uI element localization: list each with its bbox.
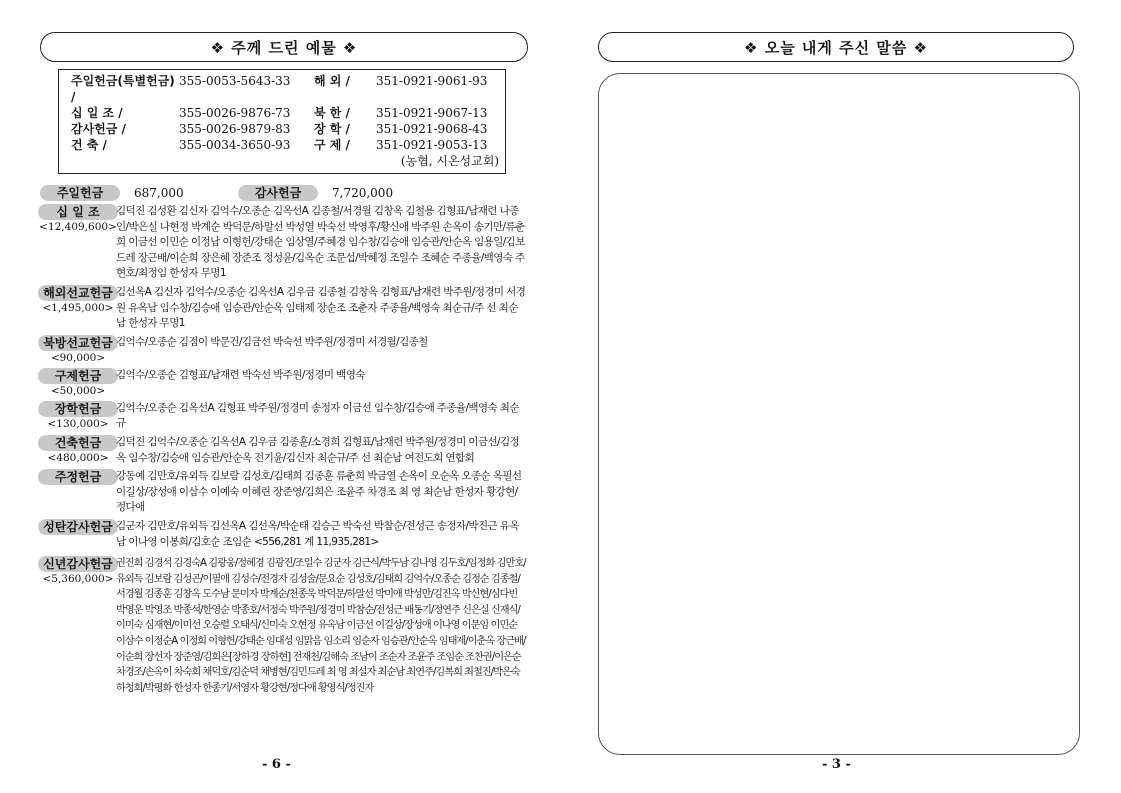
account-row — [71, 121, 499, 137]
account-number: 351-0921-9053-13 — [376, 138, 488, 152]
page-number-left: - 6 - — [262, 757, 291, 772]
sunday-offering-tag: 주일헌금 — [40, 185, 120, 201]
account-number: 351-0921-9061-93 — [376, 74, 488, 88]
offering-header — [40, 32, 528, 62]
account-number: 355-0026-9879-83 — [179, 122, 291, 136]
account-label: 북 한 / — [314, 106, 350, 120]
bank-accounts-box — [58, 69, 506, 174]
entry-label: 해외선교헌금 — [38, 285, 118, 301]
entry-label: 구제헌금 — [38, 368, 118, 384]
offering-entry — [40, 285, 528, 332]
account-label: 건 축 / — [71, 138, 107, 152]
entry-label: 신년감사헌금 — [38, 556, 118, 572]
left-page — [40, 32, 528, 699]
offering-entry — [40, 368, 528, 398]
account-label: 주일헌금(특별헌금) / — [71, 74, 175, 104]
account-number: 355-0026-9876-73 — [179, 106, 291, 120]
entry-amount: <50,000> — [50, 384, 106, 397]
page-number-right: - 3 - — [822, 757, 851, 772]
thanks-offering-tag: 감사헌금 — [238, 185, 318, 201]
entry-names: 김억수/오종순 김옥선A 김형표 박주원/정경미 송정자 이금선 임수창/김승애 주종율/백영숙 최순규 — [116, 401, 519, 430]
offering-entry — [40, 435, 528, 466]
entry-names: 김군자 김만호/유외득 김선옥A 김선옥/박순태 김승근 박숙선 박참순/전성근 송정자/박진근 유옥남 이나영 이봉희/김호순 조임순 <556,281 계 11,935,281> — [116, 519, 519, 548]
account-number: 351-0921-9068-43 — [376, 122, 488, 136]
entry-label: 북방선교헌금 — [38, 335, 118, 351]
account-label: 장 학 / — [314, 122, 350, 136]
entry-label: 성탄감사헌금 — [38, 519, 118, 535]
sermon-notes-box — [598, 73, 1080, 755]
entry-amount: <480,000> — [47, 451, 109, 464]
account-number: 351-0921-9067-13 — [376, 106, 488, 120]
entry-label: 건축헌금 — [38, 435, 118, 451]
offering-entry — [40, 469, 528, 516]
entry-label: 십 일 조 — [38, 204, 118, 220]
entry-amount: <12,409,600> — [39, 221, 117, 233]
thanks-offering-total: 7,720,000 — [332, 185, 394, 200]
account-label: 구 제 / — [314, 138, 350, 152]
offering-entries — [40, 204, 528, 696]
account-number: 355-0053-5643-33 — [179, 74, 291, 88]
offering-entry — [40, 335, 528, 365]
bank-note: (농협, 시온성교회) — [400, 154, 499, 168]
sunday-offering-total: 687,000 — [134, 185, 184, 200]
account-label: 감사헌금 / — [71, 122, 126, 136]
totals-row — [40, 184, 528, 201]
entry-names: 김선옥A 김신자 김억수/오종순 김옥선A 김우금 김종철 김창옥 김형표/남재련 박주원/정경미 서경원 유옥남 임수창/김승애 임승관/안순옥 임태제 장순조 조춘자 주종율/백영숙 최순규/주 선 최순남 한성자 무명1 — [116, 285, 526, 330]
word-title: ❖ 오늘 내게 주신 말씀 ❖ — [744, 38, 928, 57]
word-header — [598, 32, 1074, 62]
account-row — [71, 137, 499, 153]
account-row — [71, 73, 499, 105]
offering-entry — [40, 204, 528, 282]
account-row — [71, 105, 499, 121]
offering-entry — [40, 519, 528, 550]
entry-amount: <5,360,000> — [42, 573, 114, 586]
right-page — [598, 32, 1082, 755]
entry-amount: <1,495,000> — [42, 301, 114, 314]
account-number: 355-0034-3650-93 — [179, 138, 291, 152]
entry-amount: <90,000> — [50, 351, 106, 364]
entry-amount: <130,000> — [47, 417, 109, 430]
entry-names: 김억수/오종순 김점이 박문건/김금선 박숙선 박주원/정경미 서경월/김종철 — [116, 335, 428, 348]
entry-names: 김덕진 김억수/오종순 김옥선A 김우금 김종훈/소경희 김형표/남재련 박주원/정경미 이금선/김정옥 임수창/김승애 임승관/안순옥 전기윤/김신자 최순규/주 선 최순남 여전도회 연합회 — [116, 435, 520, 464]
entry-names: 강동예 김만호/유외득 김보람 김성호/김태희 김종훈 류춘희 박금열 손옥이 오순옥 오종순 옥필선 이길상/장성애 이삼수 이예숙 이혜린 장준영/김희은 조윤주 차경조 최 영 최순남 한성자 황강현/정다애 — [116, 470, 522, 514]
entry-names: 김억수/오종순 김형표/남재련 박숙선 박주원/정경미 백영숙 — [116, 368, 365, 381]
account-label: 십 일 조 / — [71, 106, 123, 120]
entry-names: 권진희 김경석 김경숙A 김광웅/정혜경 김광진/조일수 김군자 김근식/박두남 김나영 김두호/임정화 김만호/유외득 김보람 김성곤/이필애 김성수/전경자 김성술/문요순 김성호/김태희 김억수/오종순 김정순 김종철/서경월 김종훈 김창옥 도수남 문미자 박계순/천종욱 박덕문/하말선 박미애 박성만/김진옥 박신현/심다빈 박영운 박영조 박종석/한영순 박종호/서정숙 박주원/정경미 박참순/전성근 배동기/정연주 신은실 신재식/이미숙 심재현/이미선 오승렬 오태식/신미숙 오현정 유옥남 이금선 이길상/장성애 이나영 이문임 이민순 이삼수 이정순A 이정희 이형헌/강태순 임대성 임맑음 임소리 임순자 임승관/안순옥 임태제/이춘옥 장근배/이순희 장선자 장준영/김희은[장하경 장하현] 전재천/김해숙 조남이 조순자 조윤주 조임순 조찬권/이은순 차경조/손옥이 차숙희 채덕호/김순덕 채병현/김민드레 최 영 최설자 최순남 최연주/김복희 최철진/박은숙 하청희/박평화 한성자 한종기/서영자 황강현/정다애 황영식/정진자 — [116, 558, 526, 694]
entry-label: 장학헌금 — [38, 401, 118, 417]
offering-entry — [40, 556, 528, 696]
account-label: 해 외 / — [314, 74, 350, 88]
offering-title: ❖ 주께 드린 예물 ❖ — [210, 38, 358, 57]
offering-entry — [40, 401, 528, 432]
entry-label: 주정헌금 — [38, 469, 118, 485]
entry-names: 김덕진 김성환 김신자 김억수/오종순 김옥선A 김종철/서경월 김창옥 김철용 김형표/남재련 나종인/박은실 나현정 박계순 박덕문/하말선 박성열 박숙선 박영후/황신애 박주원 손옥이 송기만/류춘희 이금선 이민순 이정남 이형헌/강태순 임상열/주혜경 임수창/김승애 임승관/안순옥 임용일/김보드레 장근배/이순희 장은혜 장준조 정성윤/김옥순 조문섭/박혜정 조일수 조혜순 주종율/백영숙 주현호/최정임 한성자 무명1 — [116, 205, 525, 280]
